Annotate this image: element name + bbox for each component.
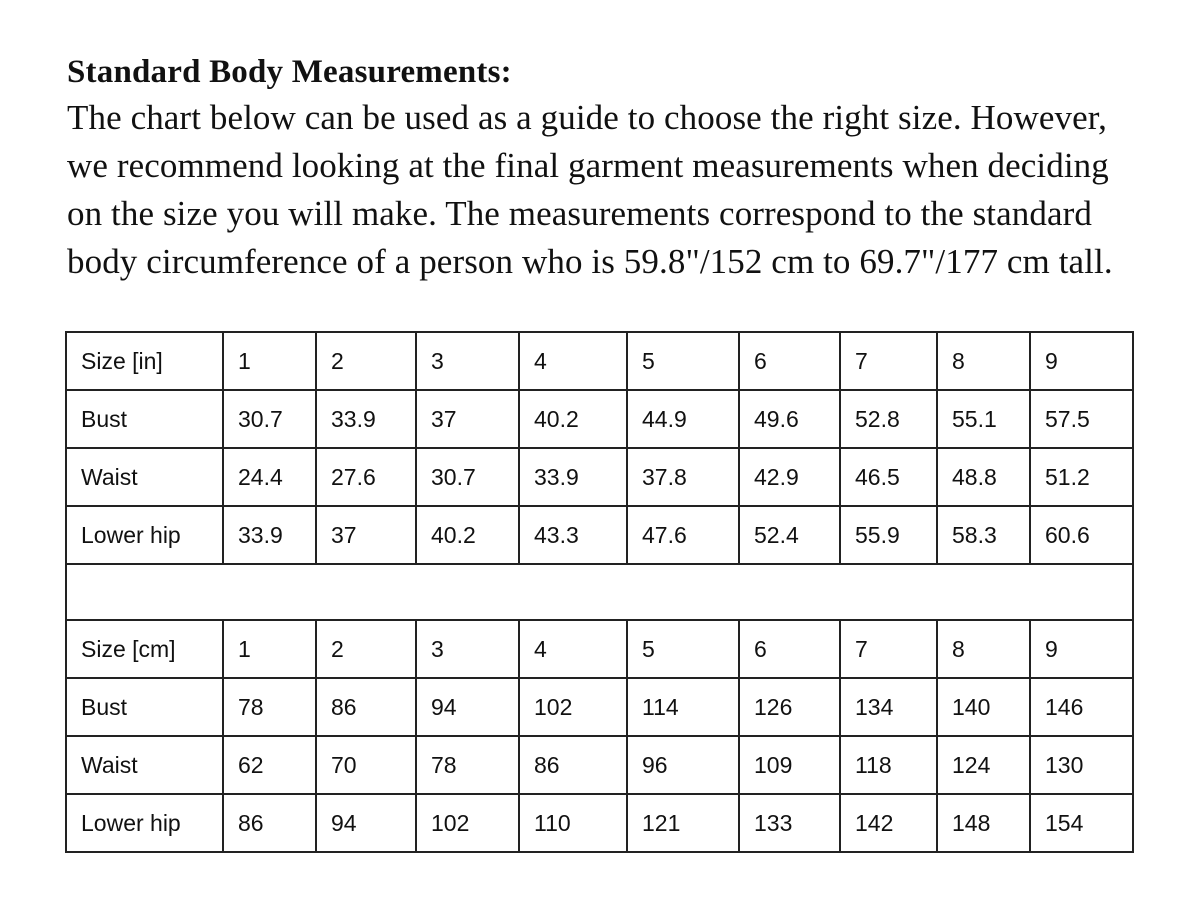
measurement-cell: 8 <box>937 620 1030 678</box>
measurement-cell: 118 <box>840 736 937 794</box>
measurement-cell: 140 <box>937 678 1030 736</box>
measurement-cell: 48.8 <box>937 448 1030 506</box>
row-label: Waist <box>66 736 223 794</box>
measurement-cell: 148 <box>937 794 1030 852</box>
measurement-cell: 134 <box>840 678 937 736</box>
measurement-cell: 43.3 <box>519 506 627 564</box>
measurement-cell: 52.4 <box>739 506 840 564</box>
measurement-cell: 30.7 <box>416 448 519 506</box>
table-cm-row-lower-hip <box>66 794 1133 852</box>
intro-line-1: The chart below can be used as a guide to choose the right size. However, <box>67 98 1107 137</box>
spacer-row <box>66 564 1133 620</box>
measurement-cell: 37 <box>316 506 416 564</box>
measurement-cell: 47.6 <box>627 506 739 564</box>
measurement-cell: 37.8 <box>627 448 739 506</box>
intro-line-3: on the size you will make. The measurements correspond to the standard <box>67 194 1092 233</box>
row-label: Lower hip <box>66 794 223 852</box>
measurement-cell: 60.6 <box>1030 506 1133 564</box>
measurement-cell: 70 <box>316 736 416 794</box>
spacer-cell <box>66 564 1133 620</box>
measurement-cell: 4 <box>519 620 627 678</box>
row-label: Bust <box>66 678 223 736</box>
measurement-cell: 6 <box>739 332 840 390</box>
measurement-cell: 33.9 <box>519 448 627 506</box>
measurement-cell: 37 <box>416 390 519 448</box>
measurement-cell: 9 <box>1030 620 1133 678</box>
measurement-cell: 33.9 <box>316 390 416 448</box>
measurement-cell: 86 <box>519 736 627 794</box>
measurement-cell: 24.4 <box>223 448 316 506</box>
measurement-cell: 94 <box>316 794 416 852</box>
table-cm-row-size-cm <box>66 620 1133 678</box>
measurement-cell: 3 <box>416 620 519 678</box>
table-in-row-waist <box>66 448 1133 506</box>
measurement-cell: 126 <box>739 678 840 736</box>
row-label: Lower hip <box>66 506 223 564</box>
page-title: Standard Body Measurements: <box>67 54 512 90</box>
measurement-cell: 7 <box>840 332 937 390</box>
measurement-cell: 5 <box>627 620 739 678</box>
measurement-cell: 6 <box>739 620 840 678</box>
measurement-cell: 27.6 <box>316 448 416 506</box>
measurement-cell: 154 <box>1030 794 1133 852</box>
measurement-cell: 146 <box>1030 678 1133 736</box>
measurement-cell: 1 <box>223 620 316 678</box>
table-in-row-bust <box>66 390 1133 448</box>
measurement-cell: 62 <box>223 736 316 794</box>
cm-section <box>66 620 1133 852</box>
measurement-cell: 133 <box>739 794 840 852</box>
measurement-cell: 124 <box>937 736 1030 794</box>
measurement-cell: 7 <box>840 620 937 678</box>
measurement-cell: 9 <box>1030 332 1133 390</box>
measurement-cell: 102 <box>519 678 627 736</box>
measurements-intro <box>67 50 1167 286</box>
measurement-cell: 40.2 <box>416 506 519 564</box>
table-in-row-lower-hip <box>66 506 1133 564</box>
row-label: Bust <box>66 390 223 448</box>
measurement-cell: 114 <box>627 678 739 736</box>
measurement-cell: 121 <box>627 794 739 852</box>
measurement-cell: 102 <box>416 794 519 852</box>
row-label: Waist <box>66 448 223 506</box>
measurement-cell: 44.9 <box>627 390 739 448</box>
measurement-cell: 109 <box>739 736 840 794</box>
measurement-cell: 42.9 <box>739 448 840 506</box>
measurement-cell: 30.7 <box>223 390 316 448</box>
measurement-cell: 94 <box>416 678 519 736</box>
table-cm-row-bust <box>66 678 1133 736</box>
measurement-cell: 55.1 <box>937 390 1030 448</box>
measurement-cell: 78 <box>416 736 519 794</box>
measurement-cell: 2 <box>316 620 416 678</box>
row-label: Size [cm] <box>66 620 223 678</box>
table-in-row-size-in <box>66 332 1133 390</box>
measurement-cell: 110 <box>519 794 627 852</box>
section-spacer <box>66 564 1133 620</box>
measurement-cell: 4 <box>519 332 627 390</box>
measurement-cell: 142 <box>840 794 937 852</box>
measurement-cell: 130 <box>1030 736 1133 794</box>
measurement-cell: 2 <box>316 332 416 390</box>
measurement-cell: 33.9 <box>223 506 316 564</box>
table-cm-row-waist <box>66 736 1133 794</box>
measurement-cell: 57.5 <box>1030 390 1133 448</box>
measurement-cell: 55.9 <box>840 506 937 564</box>
measurement-cell: 3 <box>416 332 519 390</box>
size-chart-table <box>65 331 1134 853</box>
intro-line-4: body circumference of a person who is 59.8"/152 cm to 69.7"/177 cm tall. <box>67 242 1113 281</box>
measurement-cell: 1 <box>223 332 316 390</box>
measurement-cell: 96 <box>627 736 739 794</box>
inch-section <box>66 332 1133 564</box>
measurement-cell: 78 <box>223 678 316 736</box>
measurement-cell: 46.5 <box>840 448 937 506</box>
measurement-cell: 40.2 <box>519 390 627 448</box>
measurement-cell: 49.6 <box>739 390 840 448</box>
intro-line-2: we recommend looking at the final garment measurements when deciding <box>67 146 1109 185</box>
measurement-cell: 86 <box>223 794 316 852</box>
measurement-cell: 58.3 <box>937 506 1030 564</box>
measurement-cell: 86 <box>316 678 416 736</box>
measurement-cell: 8 <box>937 332 1030 390</box>
row-label: Size [in] <box>66 332 223 390</box>
measurement-cell: 5 <box>627 332 739 390</box>
measurement-cell: 51.2 <box>1030 448 1133 506</box>
measurement-cell: 52.8 <box>840 390 937 448</box>
